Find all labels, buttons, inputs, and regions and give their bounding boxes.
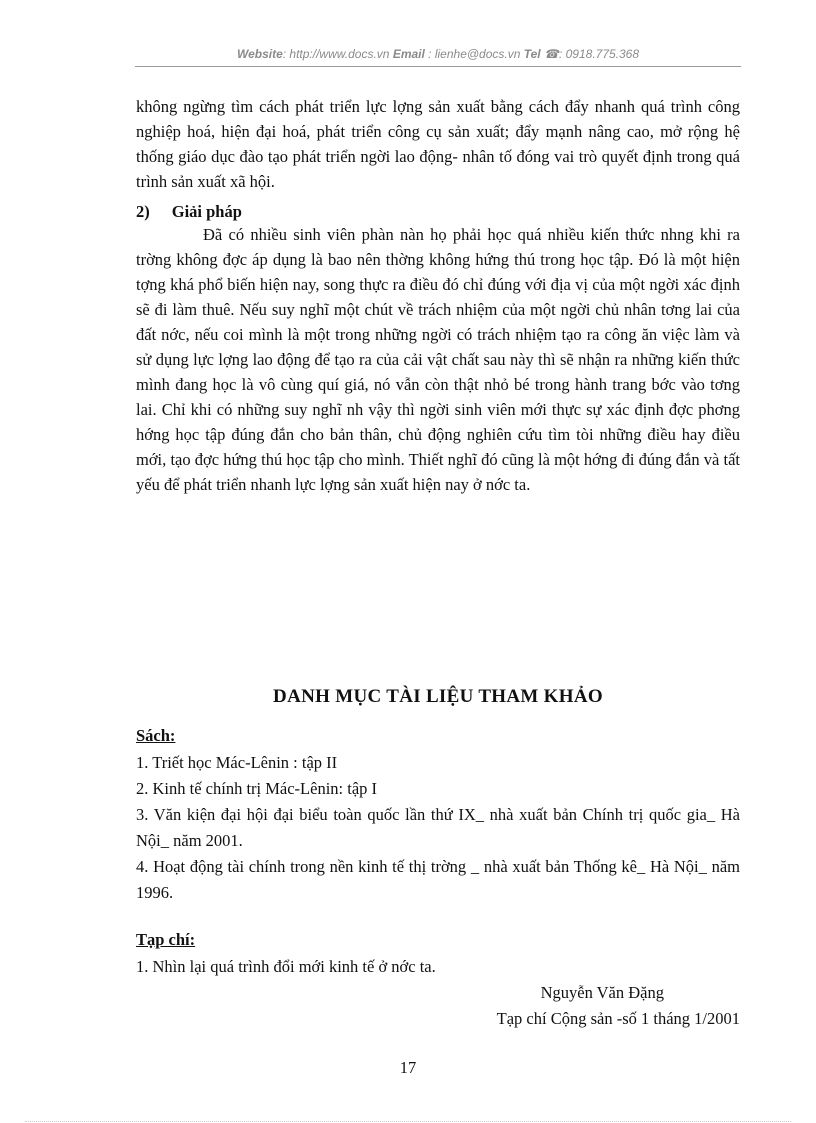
page-number: 17: [399, 1058, 417, 1077]
website-url[interactable]: : http://www.docs.vn: [282, 47, 390, 61]
journals-heading: Tạp chí:: [136, 930, 196, 949]
book-item: 4. Hoạt động tài chính trong nền kinh tế thị trờng _ nhà xuất bản Thống kê_ Hà Nội_ năm 1996.: [136, 857, 740, 902]
body-content: [136, 94, 740, 497]
spacer: [136, 906, 740, 930]
section-title: Giải pháp: [171, 202, 242, 221]
book-item: 2. Kinh tế chính trị Mác-Lênin: tập I: [136, 779, 378, 798]
section-heading: [136, 202, 740, 222]
page-header: [135, 47, 741, 61]
references-section: [136, 726, 740, 1032]
book-item: 3. Văn kiện đại hội đại biểu toàn quốc lần thứ IX_ nhà xuất bản Chính trị quốc gia_ Hà Nội_ năm 2001.: [136, 805, 740, 850]
phone-icon: ☎: [544, 47, 559, 61]
journal-item: 1. Nhìn lại quá trình đổi mới kinh tế ở nớc ta.: [136, 957, 436, 976]
book-item: 1. Triết học Mác-Lênin : tập II: [136, 753, 338, 772]
tel-label: Tel: [523, 47, 541, 61]
header-divider: [135, 66, 741, 67]
email-address[interactable]: : lienhe@docs.vn: [428, 47, 521, 61]
email-label: Email: [392, 47, 425, 61]
section-number: 2): [136, 202, 150, 221]
website-label: Website: [236, 47, 283, 61]
journal-author: Nguyễn Văn Đặng: [540, 983, 664, 1002]
paragraph-continuation: không ngừng tìm cách phát triển lực lợng sản xuất bằng cách đẩy nhanh quá trình công nghiệp hoá, hiện đại hoá, phát triển công cụ sản xuất; đẩy mạnh nâng cao, mở rộng hệ thống giáo dục đào tạo phát triển ngời lao động- nhân tố đóng vai trò quyết định trong quá trình sản xuất xã hội.: [136, 97, 740, 191]
tel-number: : 0918.775.368: [558, 47, 640, 61]
references-title: DANH MỤC TÀI LIỆU THAM KHẢO: [273, 686, 603, 707]
journal-source: Tạp chí Cộng sản -số 1 tháng 1/2001: [496, 1009, 740, 1028]
paragraph-solution: Đã có nhiều sinh viên phàn nàn họ phải học quá nhiều kiến thức nhng khi ra trờng không đợc áp dụng là bao nên thờng không hứng thú trong học tập. Đó là một hiện tợng khá phổ biến hiện nay, song thực ra điều đó chỉ đúng với địa vị của một ngời xác định sẽ đi làm thuê. Nếu suy nghĩ một chút về trách nhiệm của một ngời chủ nhân tơng lai của đất nớc, nếu coi mình là một trong những ngời có trách nhiệm tạo ra công ăn việc làm và sử dụng lực lợng lao động để tạo ra của cải vật chất sau này thì sẽ nhận ra những kiến thức mình đang học là vô cùng quí giá, nó vẫn còn thật nhỏ bé trong hành trang bớc vào tơng lai. Chỉ khi có những suy nghĩ nh vậy thì ngời sinh viên mới thực sự xác định đợc phơng hớng học tập đúng đắn cho bản thân, chủ động nghiên cứu tìm tòi những điều hay điều mới, tạo đợc hứng thú học tập cho mình. Thiết nghĩ đó cũng là một hớng đi đúng đắn và tất yếu để phát triển nhanh lực lợng sản xuất hiện nay ở nớc ta.: [136, 225, 740, 494]
page-bottom-divider: [25, 1121, 791, 1122]
books-heading: Sách:: [136, 726, 176, 745]
